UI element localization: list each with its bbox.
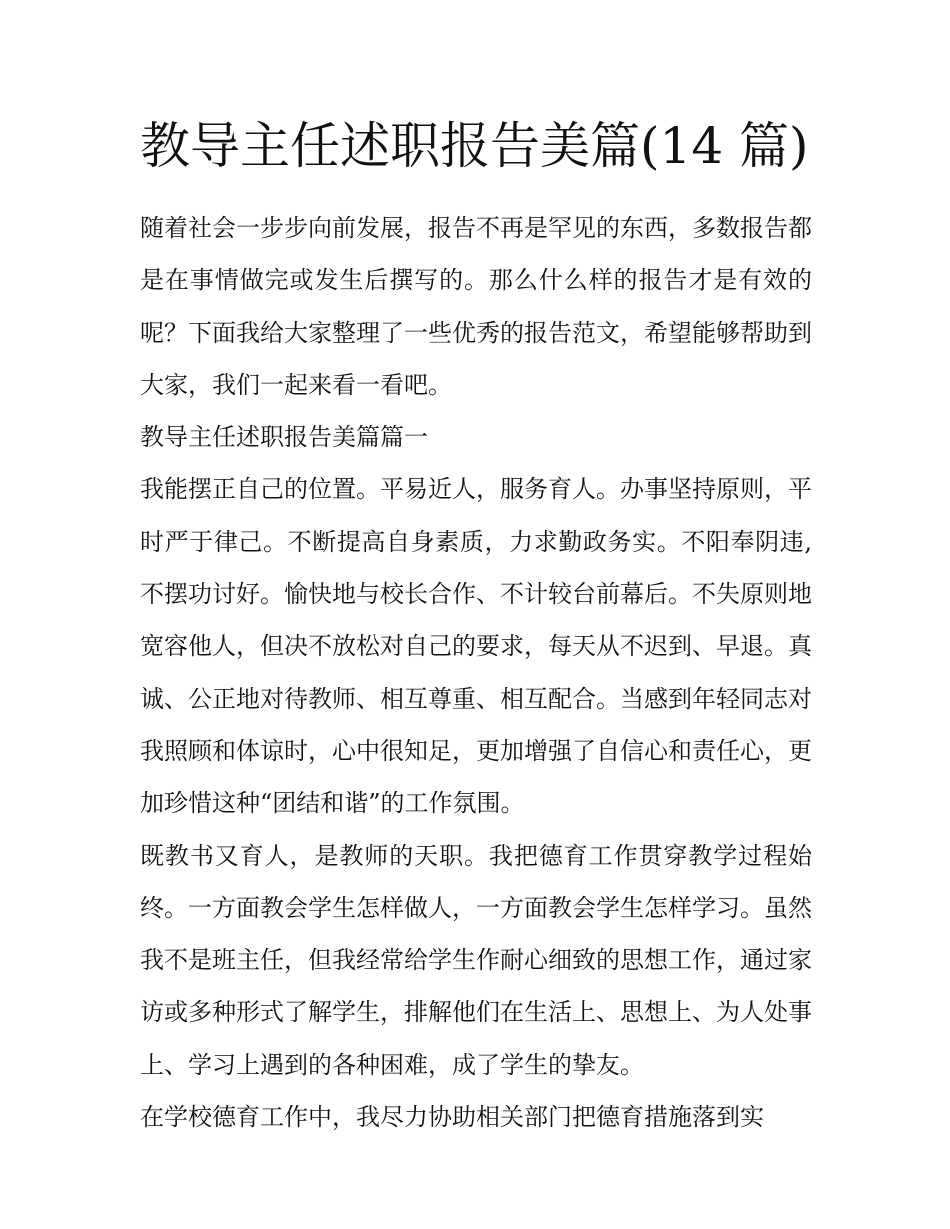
body-paragraph-1: 我能摆正自己的位置。平易近人，服务育人。办事坚持原则，平时严于律己。不断提高自身素质，力求勤政务实。不阳奉阴违,不摆功讨好。愉快地与校长合作、不计较台前幕后。不失原则地宽容他人，但决不放松对自己的要求，每天从不迟到、早退。真诚、公正地对待教师、相互尊重、相互配合。当感到年轻同志对我照顾和体谅时，心中很知足，更加增强了自信心和责任心，更加珍惜这种“团结和谐”的工作氛围。 xyxy=(140,475,812,818)
section-heading: 教导主任述职报告美篇篇一 xyxy=(140,423,428,452)
document-title: 教导主任述职报告美篇(14 篇) xyxy=(140,117,809,175)
body-paragraph-2: 既教书又育人，是教师的天职。我把德育工作贯穿教学过程始终。一方面教会学生怎样做人，一方面教会学生怎样学习。虽然我不是班主任，但我经常给学生作耐心细致的思想工作，通过家访或多种形式了解学生，排解他们在生活上、思想上、为人处事上、学习上遇到的各种困难，成了学生的挚友。 xyxy=(140,841,812,1079)
document-page xyxy=(140,112,812,1143)
body-paragraph-3: 在学校德育工作中，我尽力协助相关部门把德育措施落到实 xyxy=(140,1103,764,1132)
intro-paragraph: 随着社会一步步向前发展，报告不再是罕见的东西，多数报告都是在事情做完或发生后撰写的。那么什么样的报告才是有效的呢？下面我给大家整理了一些优秀的报告范文，希望能够帮助到大家，我们一起来看一看吧。 xyxy=(140,214,812,399)
